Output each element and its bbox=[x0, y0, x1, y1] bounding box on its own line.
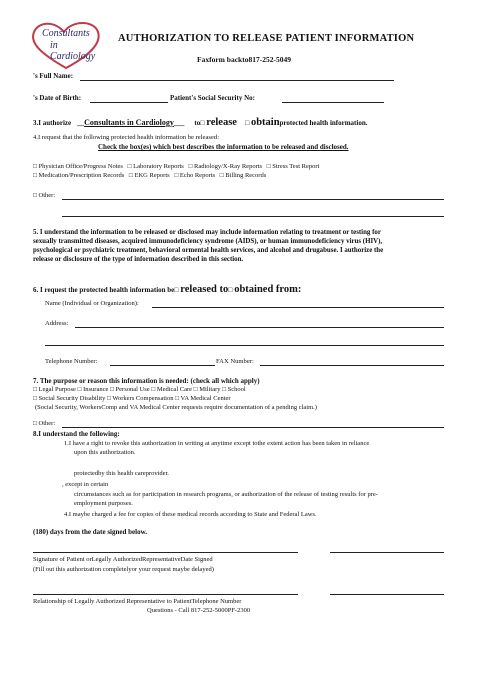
dob-label: 's Date of Birth: bbox=[33, 94, 82, 102]
ssn-label: Patient's Social Security No: bbox=[170, 94, 255, 102]
signature-label: Signature of Patient orLegally AuthorizedRepresentativeDate Signed bbox=[33, 556, 213, 563]
section8-item-1a: 1.I have a right to revoke this authorization in writing at anytime except tothe extent action has been taken in reliance bbox=[64, 440, 370, 447]
to-label: to bbox=[194, 119, 201, 127]
section5-line-1: 5. I understand the information to be released or disclosed may include information relating to treatment or testing for bbox=[33, 229, 381, 236]
authorize-line: 3.I authorize __Consultants in Cardiology___ to□ release □ obtainprotected health information. bbox=[33, 117, 368, 128]
section8-item-3: , except in certain bbox=[62, 481, 109, 488]
option-stress-test[interactable]: □ Stress Test Report bbox=[266, 163, 320, 170]
obtain-checkbox[interactable]: □ bbox=[244, 119, 251, 127]
section8-item-3c: employment purposes. bbox=[74, 500, 133, 507]
section5-line-4: release or disclosure of the type of information described in this section. bbox=[33, 256, 244, 263]
clinic-logo bbox=[28, 20, 104, 72]
date-signed-field[interactable] bbox=[330, 552, 444, 553]
release-checkbox[interactable]: □ bbox=[200, 119, 207, 127]
section4-instruction: Check the box(es) which best describes the information to be released and disclosed. bbox=[98, 143, 349, 151]
section4-intro: 4.I request that the following protected health information be released: bbox=[33, 134, 220, 141]
logo-line-2: in Cardiology bbox=[50, 40, 96, 62]
fax-label: FAX Number: bbox=[216, 358, 254, 365]
records-other-field-2[interactable] bbox=[62, 216, 444, 217]
recipient-address-field-2[interactable] bbox=[45, 345, 444, 346]
records-other-label[interactable]: □ Other: bbox=[33, 192, 56, 199]
relationship-field[interactable] bbox=[33, 594, 298, 595]
full-name-field[interactable] bbox=[80, 80, 394, 81]
option-radiology[interactable]: □ Radiology/X-Ray Reports bbox=[188, 163, 263, 170]
option-ekg[interactable]: □ EKG Reports bbox=[128, 172, 170, 179]
option-lab-reports[interactable]: □ Laboratory Reports bbox=[127, 163, 184, 170]
authorize-prefix: 3.I authorize bbox=[33, 119, 72, 127]
full-name-label: 's Full Name: bbox=[33, 72, 74, 80]
purpose-other-field[interactable] bbox=[62, 427, 444, 428]
option-physician-notes[interactable]: □ Physician Office/Progress Notes bbox=[33, 163, 123, 170]
recipient-name-field[interactable] bbox=[152, 307, 444, 308]
section8-item-3b: circumstances such as for participation in research programs, or authorization of the release of testing results for pre- bbox=[74, 491, 378, 498]
dob-field[interactable] bbox=[90, 102, 168, 103]
recipient-address-label: Address: bbox=[45, 320, 69, 327]
phone-label: Telephone Number: bbox=[45, 358, 98, 365]
purpose-other-label[interactable]: □ Other: bbox=[33, 420, 56, 427]
records-row-1 bbox=[33, 163, 319, 170]
section8-item-2: protectedby this health careprovider. bbox=[74, 470, 169, 477]
purpose-row-2[interactable]: □ Social Security Disability □ Workers Compensation □ VA Medical Center bbox=[33, 395, 231, 402]
signature-field[interactable] bbox=[33, 552, 298, 553]
obtain-option: obtain bbox=[250, 117, 280, 128]
option-billing[interactable]: □ Billing Records bbox=[219, 172, 267, 179]
purpose-row-1[interactable]: □ Legal Purpose □ Insurance □ Personal Use □ Medical Care □ Military □ School bbox=[33, 386, 246, 393]
section6-prefix: 6. I request the protected health information be bbox=[33, 286, 175, 294]
expiration-note: (180) days from the date signed below. bbox=[33, 528, 148, 536]
telephone-field[interactable] bbox=[330, 594, 444, 595]
obtained-checkbox[interactable]: □ bbox=[228, 286, 235, 294]
form-title: AUTHORIZATION TO RELEASE PATIENT INFORMATION bbox=[118, 33, 415, 44]
recipient-address-field[interactable] bbox=[75, 327, 444, 328]
practice-name: Consultants in Cardiology bbox=[84, 118, 174, 127]
records-other-field[interactable] bbox=[62, 199, 444, 200]
section7-heading: 7. The purpose or reason this information is needed: (check all which apply) bbox=[33, 377, 260, 385]
section8-heading: 8.I understand the following: bbox=[33, 430, 120, 438]
section5-line-2: sexually transmitted diseases, acquired immunodeficiency syndrome (AIDS), or human immunodeficiency virus (HIV), bbox=[33, 238, 383, 245]
recipient-name-label: Name (Individual or Organization): bbox=[45, 300, 139, 307]
completion-note: (Fill out this authorization completelyor your request maybe delayed) bbox=[33, 566, 214, 573]
section6-heading: 6. I request the protected health information be□ released to□ obtained from: bbox=[33, 284, 302, 295]
section8-item-1b: upon this authorization. bbox=[74, 449, 136, 456]
records-row-2 bbox=[33, 172, 266, 179]
obtained-from-option: obtained from bbox=[234, 284, 298, 295]
section8-item-4: 4.I maybe charged a fee for copies of these medical records according to State and Federal Laws. bbox=[64, 511, 317, 518]
release-option: release bbox=[206, 117, 237, 128]
section5-line-3: psychological or psychiatric treatment, behavioral ormental health services, and alcohol and drugabuse. I authorize the bbox=[33, 247, 384, 254]
phone-field[interactable] bbox=[110, 365, 215, 366]
fax-number: Faxform backto817-252-5049 bbox=[197, 55, 291, 64]
released-to-option: released to bbox=[180, 284, 229, 295]
option-echo[interactable]: □ Echo Reports bbox=[174, 172, 216, 179]
logo-line-1: Consultants bbox=[42, 28, 90, 39]
option-medication[interactable]: □ Medication/Prescription Records bbox=[33, 172, 125, 179]
purpose-note: (Social Security, WorkersComp and VA Medical Center requests require documentation of a pending claim.) bbox=[35, 404, 317, 411]
fax-field[interactable] bbox=[260, 365, 444, 366]
ssn-field[interactable] bbox=[282, 102, 384, 103]
authorize-suffix: protected health information. bbox=[279, 119, 368, 127]
relationship-label: Relationship of Legally Authorized Representative to PatientTelephone Number bbox=[33, 598, 242, 605]
released-checkbox[interactable]: □ bbox=[174, 286, 181, 294]
questions-line: Questions - Call 817-252-5000PF-2300 bbox=[147, 607, 251, 614]
